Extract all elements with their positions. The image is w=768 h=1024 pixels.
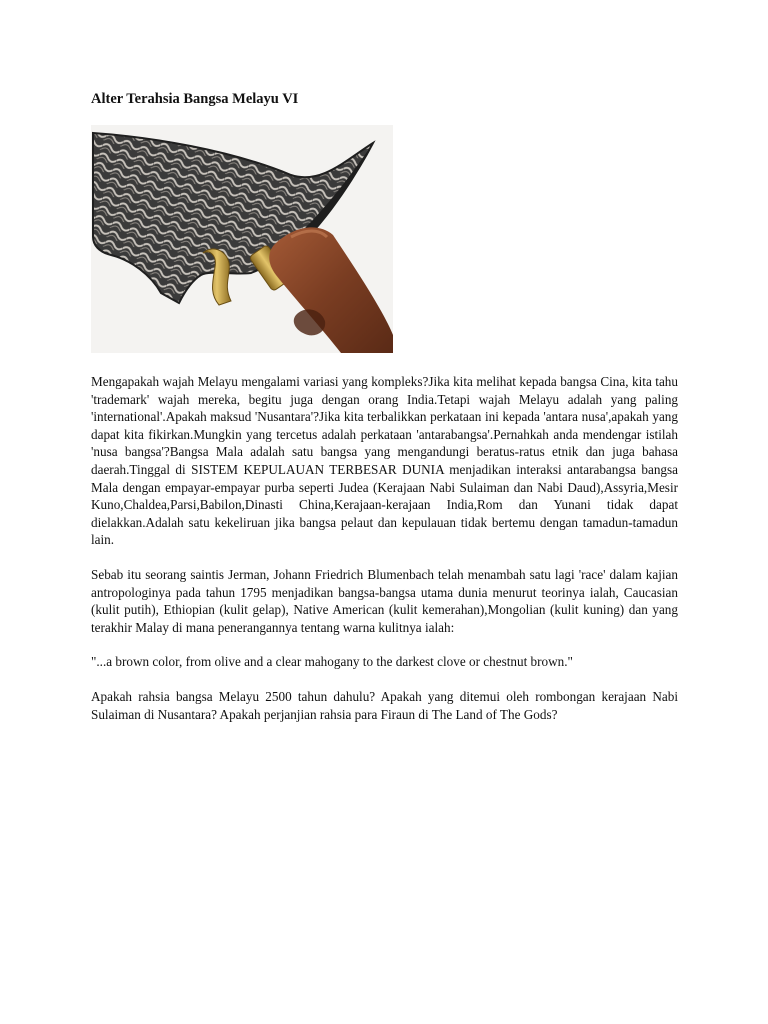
- quote-paragraph: "...a brown color, from olive and a clear mahogany to the darkest clove or chestnut brown.": [91, 654, 573, 670]
- keris-blade-icon: [91, 125, 393, 353]
- document-body: [91, 373, 678, 740]
- keris-image: [91, 125, 393, 353]
- document-title: Alter Terahsia Bangsa Melayu VI: [91, 91, 299, 107]
- paragraph: Apakah rahsia bangsa Melayu 2500 tahun dahulu? Apakah yang ditemui oleh rombongan kerajaan Nabi Sulaiman di Nusantara? Apakah perjanjian rahsia para Firaun di The Land of The Gods?: [91, 688, 678, 722]
- paragraph: Sebab itu seorang saintis Jerman, Johann Friedrich Blumenbach telah menambah satu lagi 'race' dalam kajian antropologinya pada tahun 1795 menjadikan bangsa-bangsa utama dunia menurut teorinya ialah, Caucasian (kulit putih), Ethiopian (kulit gelap), Native American (kulit kemerahan),Mongolian (kulit kuning) dan yang terakhir Malay di mana penerangannya tentang warna kulitnya ialah:: [91, 566, 678, 635]
- paragraph: Mengapakah wajah Melayu mengalami variasi yang kompleks?Jika kita melihat kepada bangsa Cina, kita tahu 'trademark' wajah mereka, begitu juga dengan orang India.Tetapi wajah Melayu adalah yang paling 'international'.Apakah maksud 'Nusantara'?Jika kita terbalikkan perkataan ini kepada 'antara nusa',apakah yang dapat kita fikirkan.Mungkin yang tercetus adalah perkataan 'antarabangsa'.Pernahkah anda mendengar istilah 'nusa bangsa'?Bangsa Mala adalah satu bangsa yang mengandungi beratus-ratus etnik dan juga bahasa daerah.Tinggal di SISTEM KEPULAUAN TERBESAR DUNIA menjadikan interaksi antarabangsa bangsa Mala dengan empayar-empayar purba seperti Judea (Kerajaan Nabi Sulaiman dan Nabi Daud),Assyria,Mesir Kuno,Chaldea,Parsi,Babilon,Dinasti China,Kerajaan-kerajaan India,Rom dan Yunani tidak dapat dielakkan.Adalah satu kekeliruan jika bangsa pelaut dan kepulauan tidak bertemu dengan tamadun-tamadun lain.: [91, 374, 678, 548]
